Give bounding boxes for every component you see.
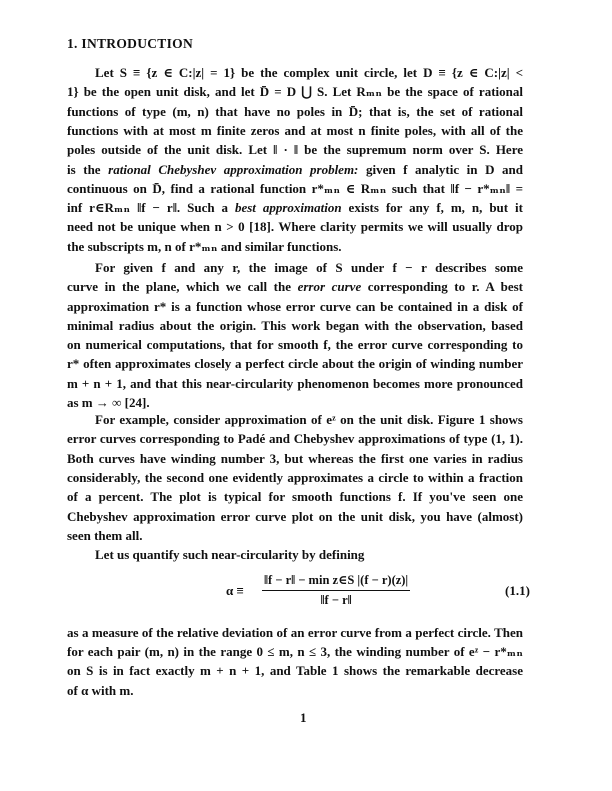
text-segment: as a measure of the relative deviation of an error curve from a perfect circle. Then — [67, 625, 523, 640]
text-line — [67, 161, 523, 179]
text-segment: Chebyshev approximation error curve plot on the unit disk, you have (almost) — [67, 508, 523, 524]
text-segment: as m → ∞ [24]. — [67, 394, 150, 410]
text-segment: For given f and any r, the image of S under f − r describes some — [95, 260, 523, 275]
text-line — [67, 238, 523, 256]
text-segment: functions of type (m, n) that have no poles in D̄; that is, the set of rational — [67, 103, 523, 119]
text-segment: continuous on D̄, find a rational function r*ₘₙ ∈ Rₘₙ such that ‖f − r*ₘₙ‖ = — [67, 180, 523, 196]
equation-1-1 — [0, 572, 612, 612]
text-segment: given f analytic in D and — [358, 161, 524, 177]
text-line — [67, 199, 523, 217]
text-line — [67, 317, 523, 335]
page-number: 1 — [300, 710, 307, 725]
emphasized-term: rational Chebyshev approximation problem: — [108, 161, 359, 177]
text-segment: minimal radius about the origin. This work began with the observation, based — [67, 317, 523, 333]
text-segment: the subscripts m, n of r*ₘₙ and similar functions. — [67, 238, 342, 254]
text-segment: exists for any f, m, n, but it — [341, 200, 523, 216]
text-line — [67, 430, 523, 448]
text-line — [67, 624, 523, 642]
text-segment: seen them all. — [67, 527, 143, 543]
text-segment: of a percent. The plot is typical for smooth functions f. If you've seen one — [67, 489, 523, 505]
equation-numerator: ‖f − r‖ − min z∈S |(f − r)(z)| — [262, 572, 410, 591]
text-segment: for each pair (m, n) in the range 0 ≤ m, n ≤ 3, the winding number of eᶻ − r*ₘₙ — [67, 644, 523, 660]
text-segment: 1} be the open unit disk, and let D̄ = D ⋃ S. Let Rₘₙ be the space of rational — [67, 84, 523, 100]
text-line — [67, 527, 523, 545]
text-segment: on numerical computations, that for smooth f, the error curve corresponding to — [67, 337, 523, 352]
text-line — [67, 411, 523, 429]
text-line — [67, 355, 523, 373]
text-segment: poles outside of the unit disk. Let ‖ · ‖ be the supremum norm over S. Here — [67, 142, 523, 158]
emphasized-term: best approximation — [234, 200, 342, 216]
text-segment: Let S ≡ {z ∈ C:|z| = 1} be the complex unit circle, let D ≡ {z ∈ C:|z| < — [95, 65, 523, 80]
text-segment: on S is in fact exactly m + n + 1, and Table 1 shows the remarkable decrease — [67, 663, 523, 679]
text-segment: error curves corresponding to Padé and Chebyshev approximations of type (1, 1). — [67, 431, 523, 447]
text-segment: curve in the plane, which we call the — [67, 279, 298, 295]
text-line — [67, 450, 523, 468]
text-line — [67, 682, 523, 700]
text-segment: approximation r* is a function whose error curve can be contained in a disk of — [67, 298, 523, 314]
emphasized-term: error curve — [297, 279, 362, 295]
text-line — [67, 64, 523, 82]
text-line — [67, 83, 523, 101]
text-line — [67, 180, 523, 198]
text-line — [67, 122, 523, 140]
equation-denominator: ‖f − r‖ — [320, 593, 352, 607]
section-heading: 1. INTRODUCTION — [67, 36, 194, 51]
text-line — [67, 298, 523, 316]
text-line — [67, 103, 523, 121]
text-line — [67, 278, 523, 296]
text-segment: of α with m. — [67, 682, 134, 698]
text-segment: considerably, the second one evidently approximates a circle to within a fraction — [67, 469, 523, 485]
text-segment: need not be unique when n > 0 [18]. Where clarity permits we will usually drop — [67, 219, 523, 235]
text-line — [67, 488, 523, 506]
equation-lhs: α ≡ — [226, 583, 244, 598]
text-line — [67, 259, 523, 277]
text-segment: r* often approximates closely a perfect circle about the origin of winding number — [67, 356, 523, 372]
text-segment: Both curves have winding number 3, but whereas the first one varies in radius — [67, 450, 523, 466]
equation-number: (1.1) — [505, 583, 530, 598]
text-segment: functions with at most m finite zeros and at most n finite poles, with all of the — [67, 122, 523, 138]
text-segment: is the — [67, 161, 109, 177]
text-line — [67, 141, 523, 159]
text-line — [67, 218, 523, 236]
text-line — [67, 336, 523, 354]
text-line — [67, 662, 523, 680]
equation-fraction — [262, 572, 410, 608]
text-segment: For example, consider approximation of eᶻ on the unit disk. Figure 1 shows — [95, 412, 523, 427]
text-segment: corresponding to r. A best — [361, 279, 524, 295]
text-line — [67, 643, 523, 661]
text-line — [67, 546, 523, 564]
text-line — [67, 469, 523, 487]
text-segment: inf r∈Rₘₙ ‖f − r‖. Such a — [67, 200, 235, 216]
text-segment: m + n + 1, and that this near-circularity phenomenon becomes more pronounced — [67, 375, 523, 391]
text-line — [67, 508, 523, 526]
text-line — [67, 394, 523, 412]
text-line — [67, 375, 523, 393]
text-segment: Let us quantify such near-circularity by defining — [95, 547, 365, 562]
